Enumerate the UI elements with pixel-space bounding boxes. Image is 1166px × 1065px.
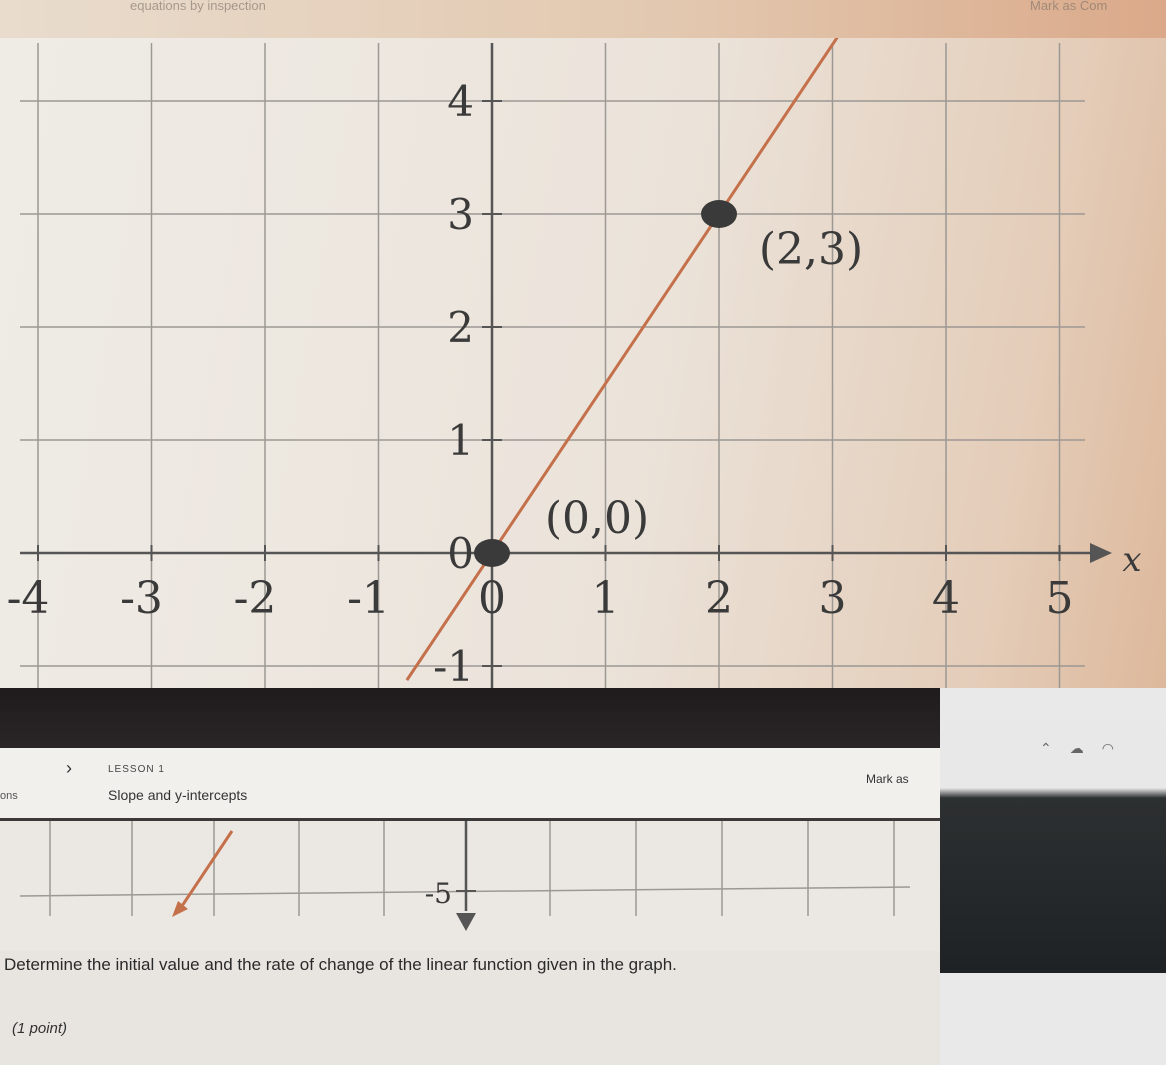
x-axis-arrow xyxy=(1090,543,1112,563)
y-tick-label: 2 xyxy=(447,303,474,352)
wifi-icon[interactable]: ◠ xyxy=(1101,740,1132,756)
y-tick-label: -1 xyxy=(433,642,474,688)
x-tick-label: -4 xyxy=(6,573,50,624)
desktop-bottom xyxy=(940,973,1166,1065)
plotted-point xyxy=(474,539,510,567)
y-tick-label: 4 xyxy=(447,77,474,126)
y-tick-label: 1 xyxy=(447,416,474,465)
x-tick-label: 2 xyxy=(705,573,733,624)
lower-graph-svg xyxy=(0,821,940,951)
y-axis-down-arrow xyxy=(456,913,476,931)
x-tick-label: -1 xyxy=(347,573,390,624)
x-axis-label: x xyxy=(1122,540,1142,580)
x-tick-label: 1 xyxy=(591,573,620,624)
point-label: (0,0) xyxy=(544,493,650,544)
faded-mark-complete: Mark as Com xyxy=(1030,0,1108,13)
x-tick-label: 3 xyxy=(818,573,847,624)
point-value: (1 point) xyxy=(12,1020,68,1037)
top-strip xyxy=(0,0,1166,40)
y-tick-label: 0 xyxy=(447,529,474,578)
breadcrumb-unit[interactable]: ons xyxy=(0,790,18,802)
x-tick-label: -3 xyxy=(120,573,163,624)
window-divider xyxy=(0,688,940,748)
lesson-number: LESSON 1 xyxy=(108,764,165,775)
function-line-lower xyxy=(180,831,232,909)
system-tray xyxy=(1040,740,1132,757)
lesson-header xyxy=(0,748,940,821)
point-label: (2,3) xyxy=(758,224,864,275)
x-tick-label: 0 xyxy=(478,573,506,624)
x-tick-label: 5 xyxy=(1045,573,1074,624)
y-tick-label-minus-5: -5 xyxy=(424,877,452,910)
function-line xyxy=(407,38,850,680)
question-text: Determine the initial value and the rate of change of the linear function given in the graph. xyxy=(4,955,677,974)
chevron-right-icon[interactable]: › xyxy=(66,758,72,778)
linear-function-chart xyxy=(0,38,1166,688)
cloud-icon[interactable]: ☁ xyxy=(1069,740,1102,756)
chevron-up-icon[interactable]: ⌃ xyxy=(1040,740,1070,756)
graph-bottom-portion xyxy=(0,821,940,951)
plotted-point xyxy=(701,200,737,228)
faded-heading: equations by inspection xyxy=(130,0,266,13)
mark-as-complete-button[interactable]: Mark as xyxy=(866,772,909,786)
coordinate-graph xyxy=(0,38,1166,688)
lesson-title[interactable]: Slope and y-intercepts xyxy=(108,787,248,803)
line-end-arrow xyxy=(172,901,188,917)
desktop-background xyxy=(940,688,1166,973)
x-tick-label: 4 xyxy=(932,573,960,624)
y-tick-label: 3 xyxy=(447,190,474,239)
x-tick-label: -2 xyxy=(233,573,277,624)
